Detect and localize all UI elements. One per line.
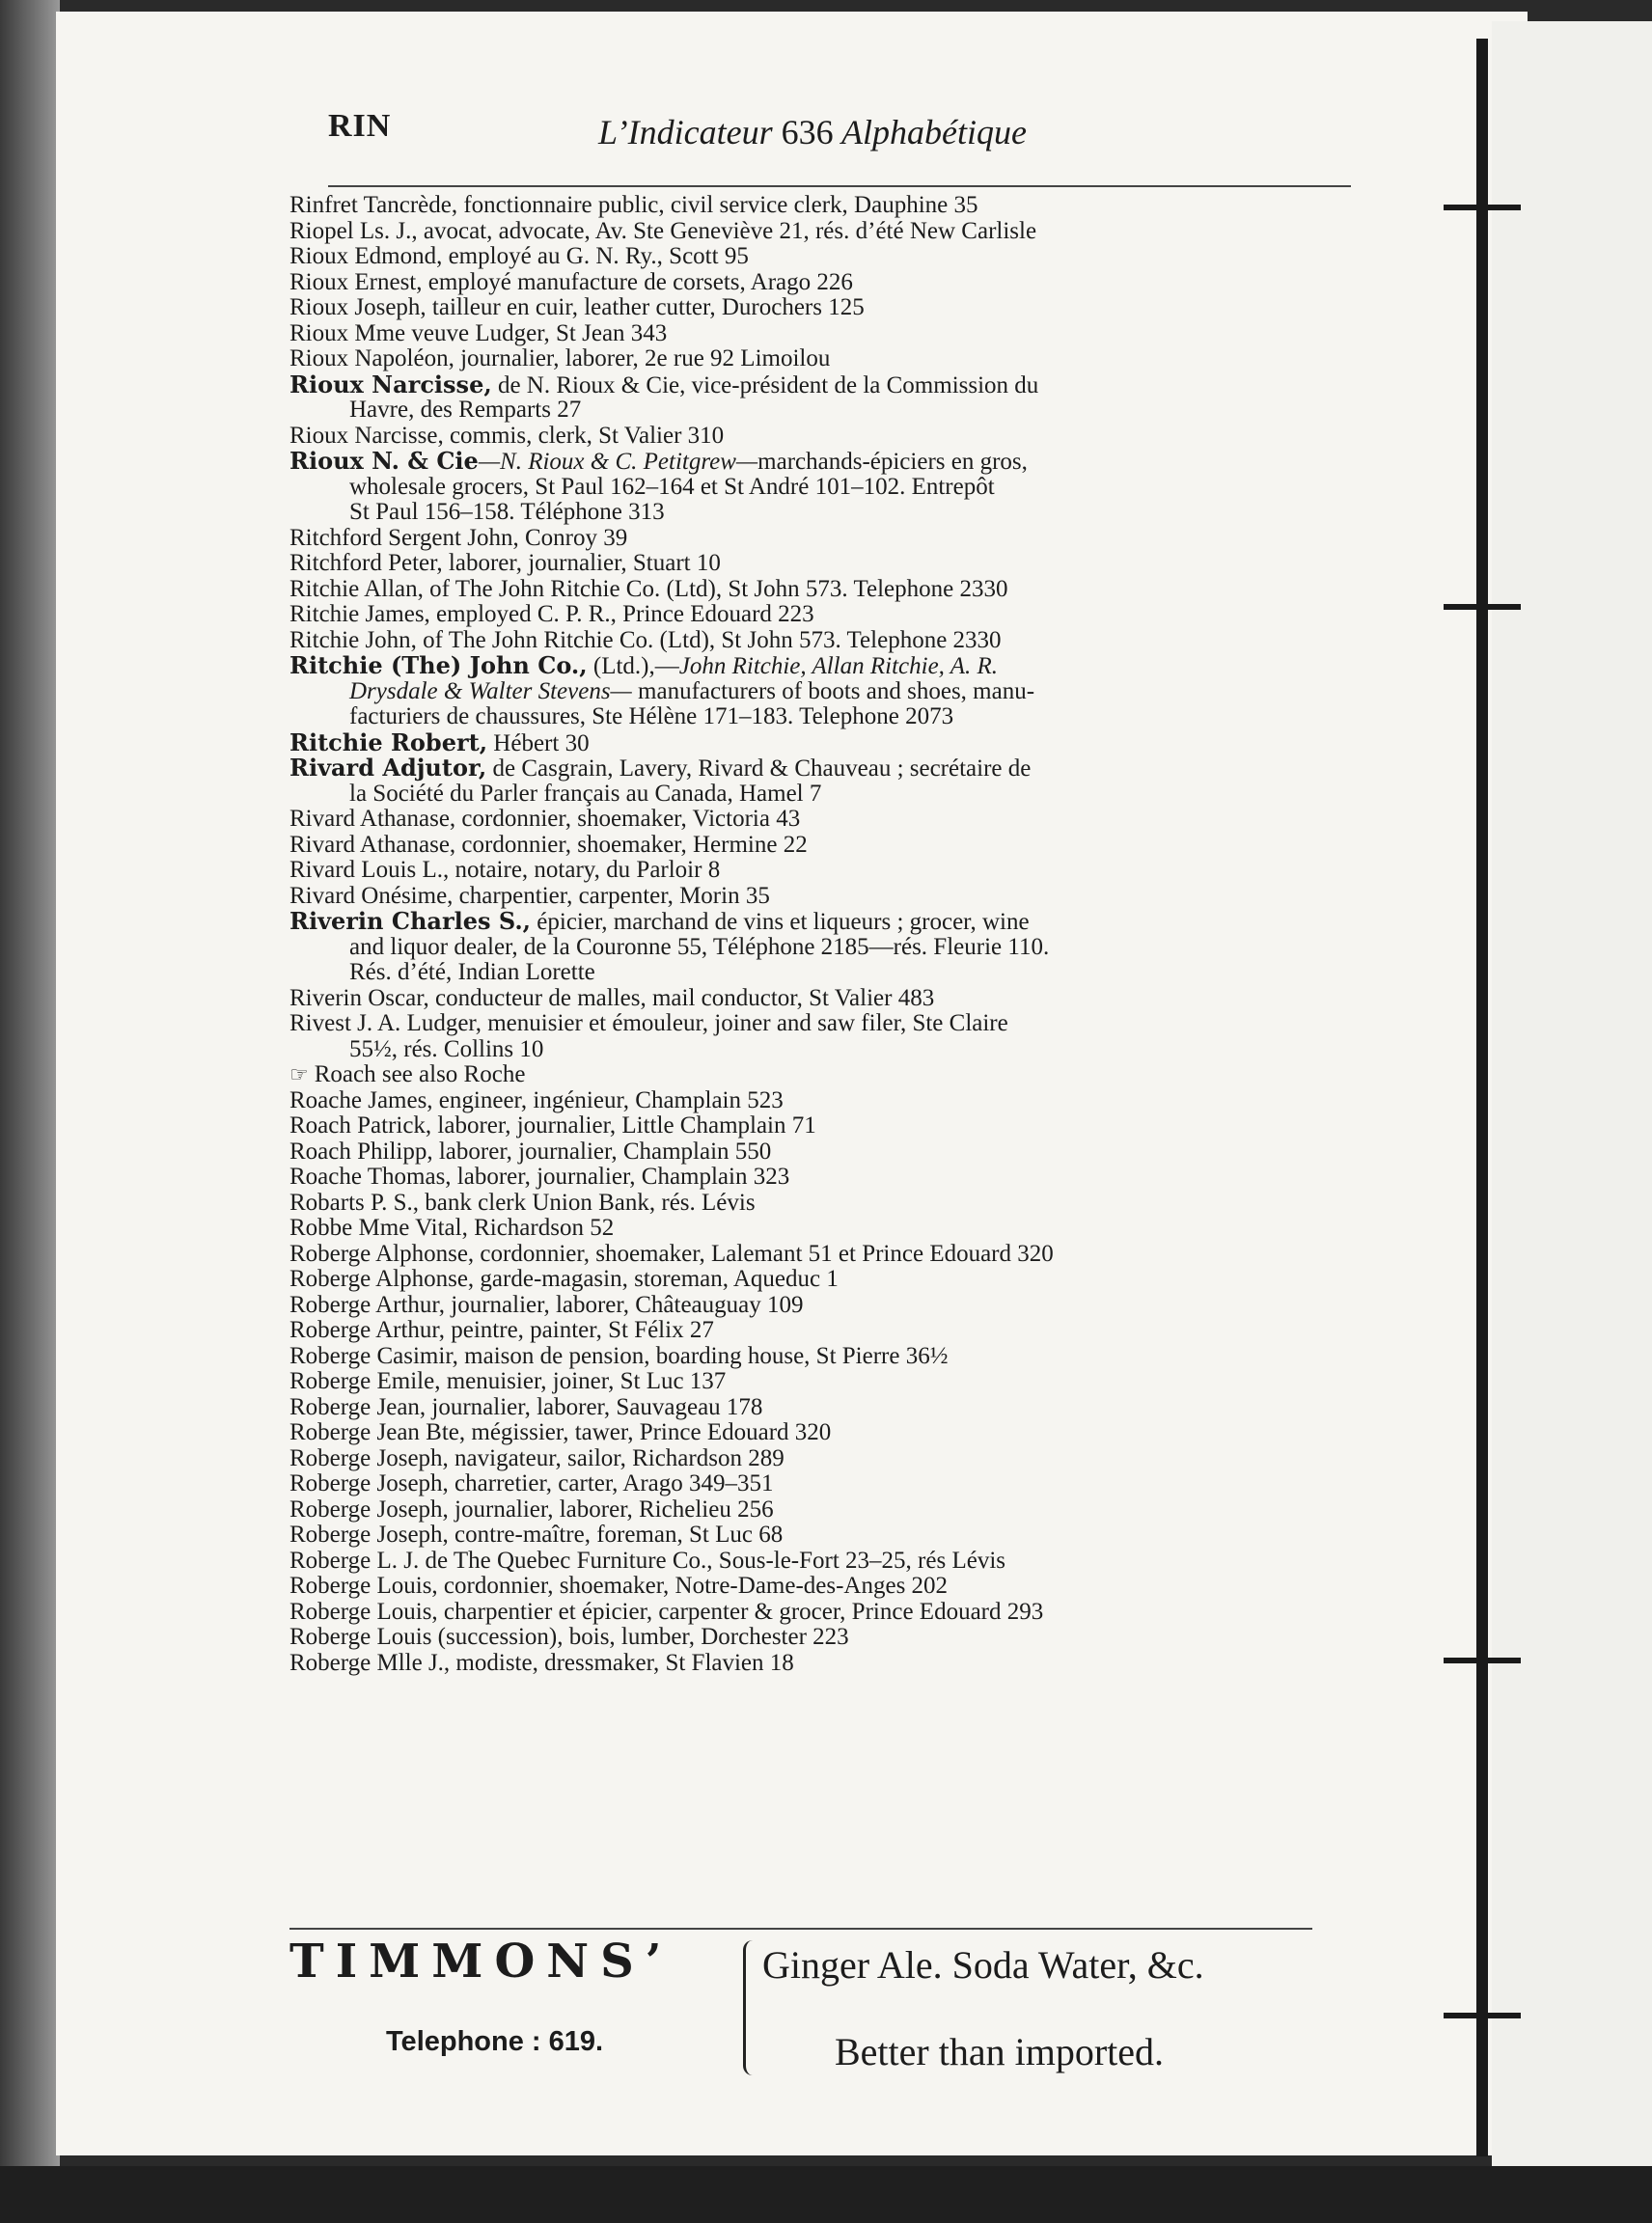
directory-entry-continuation [289,935,1380,961]
entry-text: Roberge Arthur, journalier, laborer, Châteauguay 109 [289,1291,804,1318]
advert-brace [743,1940,759,2075]
entry-text: Ritchie John, of The John Ritchie Co. (Ltd), St John 573. Telephone 2330 [289,626,1002,653]
directory-entry [289,1651,1380,1677]
entry-text: Robarts P. S., bank clerk Union Bank, rés. Lévis [289,1189,756,1216]
entry-text: Roberge L. J. de The Quebec Furniture Co., Sous-le-Fort 23–25, rés Lévis [289,1547,1006,1574]
entry-text: Roberge Casimir, maison de pension, boarding house, St Pierre 36½ [289,1342,949,1369]
entry-text: Roberge Louis (succession), bois, lumber, Dorchester 223 [289,1624,849,1650]
directory-entry [289,1369,1380,1395]
entry-text: Robbe Mme Vital, Richardson 52 [289,1215,615,1241]
entry-text: Roberge Emile, menuisier, joiner, St Luc 137 [289,1368,727,1394]
entry-name-bold: Ritchie Robert, [289,727,488,756]
directory-entry [289,1088,1380,1114]
directory-entry-continuation [289,398,1380,424]
page-number: 636 [781,113,834,151]
directory-entry [289,653,1380,679]
directory-entry-continuation [289,704,1380,730]
directory-entry [289,1318,1380,1344]
directory-entry-continuation [289,960,1380,986]
entry-text: Rioux Ernest, employé manufacture de corsets, Arago 226 [289,268,853,295]
directory-entry-continuation [289,782,1380,808]
entry-text: Rioux Narcisse, commis, clerk, St Valier 310 [289,422,725,449]
entry-text: Roberge Louis, cordonnier, shoemaker, Notre-Dame-des-Anges 202 [289,1573,949,1599]
directory-entry [289,372,1380,398]
header-title-pre: L’Indicateur [598,113,773,151]
entry-text: Roach see also Roche [314,1061,526,1087]
directory-entry [289,193,1380,219]
binding-tie [1444,2013,1521,2018]
entry-text: Roach Philipp, laborer, journalier, Champlain 550 [289,1138,772,1165]
entry-text: Rivard Athanase, cordonnier, shoemaker, Victoria 43 [289,806,801,832]
directory-entry [289,1344,1380,1370]
entry-text: Rioux Napoléon, journalier, laborer, 2e rue 92 Limoilou [289,345,831,371]
entry-text: Ritchford Peter, laborer, journalier, Stuart 10 [289,550,721,576]
binding-tie [1444,1658,1521,1663]
directory-entry [289,833,1380,859]
entry-text: Ritchford Sergent John, Conroy 39 [289,524,628,551]
entry-text: Riverin Oscar, conducteur de malles, mail conductor, St Valier 483 [289,984,935,1011]
entry-text-italic: Drysdale & Walter Stevens— [349,677,632,704]
entry-text: St Paul 156–158. Téléphone 313 [349,499,665,525]
entry-text: Roberge Joseph, charretier, carter, Arago 349–351 [289,1470,774,1496]
entry-text: Roberge Mlle J., modiste, dressmaker, St Flavien 18 [289,1649,794,1676]
entry-name-bold: Rioux Narcisse, [289,370,492,398]
entry-text: de N. Rioux & Cie, vice-président de la Commission du [491,371,1039,398]
entry-text: Roberge Joseph, journalier, laborer, Richelieu 256 [289,1496,774,1523]
entry-text: manufacturers of boots and shoes, manu- [631,677,1035,704]
directory-entry [289,884,1380,910]
directory-entry [289,1497,1380,1523]
entry-text: Rivard Athanase, cordonnier, shoemaker, Hermine 22 [289,831,808,858]
directory-entry [289,1242,1380,1268]
directory-entry [289,1549,1380,1575]
directory-entry [289,295,1380,321]
entry-text: marchands-épiciers en gros, [757,449,1028,475]
advertisement [289,1935,1332,2089]
directory-entry [289,1471,1380,1497]
entry-text: de Casgrain, Lavery, Rivard & Chauveau ; secrétaire de [486,755,1032,782]
entry-name-bold: Rioux N. & Cie [289,447,479,475]
header-title [598,112,1027,152]
entry-text: Roache James, engineer, ingénieur, Champlain 523 [289,1086,784,1113]
directory-entry [289,858,1380,884]
entry-text: Rivard Onésime, charpentier, carpenter, Morin 35 [289,882,770,909]
entry-text: Roache Thomas, laborer, journalier, Champlain 323 [289,1164,790,1190]
directory-entry [289,1216,1380,1242]
entry-text: Roach Patrick, laborer, journalier, Little Champlain 71 [289,1112,816,1139]
directory-entry [289,1267,1380,1293]
directory-entry [289,449,1380,475]
entry-text: Ritchie James, employed C. P. R., Prince Edouard 223 [289,601,814,627]
directory-entry [289,1062,1380,1088]
directory-entry [289,321,1380,347]
advert-brand: TIMMONS’ [289,1935,674,1989]
directory-entry-continuation [289,475,1380,501]
directory-entry-continuation [289,500,1380,526]
directory-entry [289,1113,1380,1139]
directory-entry [289,1446,1380,1472]
directory-entry-continuation [289,1037,1380,1063]
entry-text: Havre, des Remparts 27 [349,397,582,423]
entry-text: (Ltd.),— [587,653,679,679]
directory-entry [289,909,1380,935]
directory-entry [289,1293,1380,1319]
directory-entry [289,270,1380,296]
directory-entry [289,1625,1380,1651]
entry-text: Rioux Edmond, employé au G. N. Ry., Scott 95 [289,243,749,269]
header-key: RIN [328,108,392,144]
entry-text: Rés. d’été, Indian Lorette [349,959,595,985]
directory-entry [289,1011,1380,1037]
entry-text: Roberge Joseph, contre-maître, foreman, St Luc 68 [289,1522,784,1548]
entry-text: Roberge Alphonse, garde-magasin, storeman, Aqueduc 1 [289,1266,839,1292]
entry-text: Roberge Jean, journalier, laborer, Sauvageau 178 [289,1393,763,1420]
entry-text: la Société du Parler français au Canada, Hamel 7 [349,780,822,807]
directory-entry [289,1574,1380,1600]
directory-entry [289,219,1380,245]
directory-entry [289,1523,1380,1549]
directory-entry [289,1420,1380,1446]
directory-entry [289,346,1380,372]
directory-entry [289,986,1380,1012]
directory-entry [289,1139,1380,1166]
directory-entry [289,244,1380,270]
entry-text: Roberge Joseph, navigateur, sailor, Richardson 289 [289,1444,785,1471]
entry-text: wholesale grocers, St Paul 162–164 et St André 101–102. Entrepôt [349,473,995,500]
entry-text: Rioux Joseph, tailleur en cuir, leather cutter, Durochers 125 [289,294,865,320]
directory-entry [289,1600,1380,1626]
entry-name-bold: Riverin Charles S., [289,907,532,935]
directory-entry [289,628,1380,654]
advert-telephone: Telephone : 619. [386,2026,604,2057]
entry-name-bold: Ritchie (The) John Co., [289,651,588,679]
binding-tie [1444,205,1521,210]
entry-text: Roberge Arthur, peintre, painter, St Félix 27 [289,1317,714,1343]
directory-listing [289,193,1380,1676]
entry-text-italic: John Ritchie, Allan Ritchie, A. R. [678,653,998,679]
directory-entry [289,807,1380,833]
directory-entry [289,577,1380,603]
entry-name-bold: Rivard Adjutor, [289,754,487,782]
entry-text: Riopel Ls. J., avocat, advocate, Av. Ste Geneviève 21, rés. d’été New Carlisle [289,217,1037,244]
entry-text: Hébert 30 [487,729,590,756]
directory-entry [289,727,1380,756]
page-header [328,108,1351,158]
advert-slogan-line2: Better than imported. [835,2030,1165,2073]
header-title-post: Alphabétique [841,113,1027,151]
entry-text-italic: —N. Rioux & C. Petitgrew— [478,449,758,475]
directory-entry [289,1395,1380,1421]
entry-text: Rivest J. A. Ludger, menuisier et émouleur, joiner and saw filer, Ste Claire [289,1010,1008,1036]
entry-text: Rinfret Tancrède, fonctionnaire public, civil service clerk, Dauphine 35 [289,192,978,218]
entry-text: Roberge Alphonse, cordonnier, shoemaker, Lalemant 51 et Prince Edouard 320 [289,1240,1054,1267]
entry-text: and liquor dealer, de la Couronne 55, Téléphone 2185—rés. Fleurie 110. [349,933,1050,960]
directory-entry-continuation [289,679,1380,705]
binding-tie [1444,604,1521,610]
book-edge-shadow [0,0,60,2223]
advert-rule [289,1928,1312,1930]
next-page-edge [1492,21,1652,2167]
directory-entry [289,424,1380,450]
entry-text: facturiers de chaussures, Ste Hélène 171–183. Telephone 2073 [349,703,954,729]
scan-bottom-border [0,2166,1652,2223]
entry-text: Roberge Jean Bte, mégissier, tawer, Prince Edouard 320 [289,1419,832,1445]
directory-entry [289,551,1380,577]
directory-entry [289,1191,1380,1217]
entry-text: épicier, marchand de vins et liqueurs ; grocer, wine [531,909,1030,935]
entry-text: Rioux Mme veuve Ludger, St Jean 343 [289,319,668,346]
directory-entry [289,526,1380,552]
entry-text: Ritchie Allan, of The John Ritchie Co. (Ltd), St John 573. Telephone 2330 [289,575,1008,602]
entry-text: Roberge Louis, charpentier et épicier, carpenter & grocer, Prince Edouard 293 [289,1598,1044,1625]
directory-entry [289,1165,1380,1191]
pointing-hand-icon: ☞ [289,1062,309,1086]
entry-text: Rivard Louis L., notaire, notary, du Parloir 8 [289,857,721,883]
binding-spine [1476,39,1488,2156]
directory-entry [289,755,1380,782]
entry-text: 55½, rés. Collins 10 [349,1035,544,1062]
directory-entry [289,602,1380,628]
advert-slogan-line1: Ginger Ale. Soda Water, &c. [762,1943,1204,1987]
header-rule [328,185,1351,187]
